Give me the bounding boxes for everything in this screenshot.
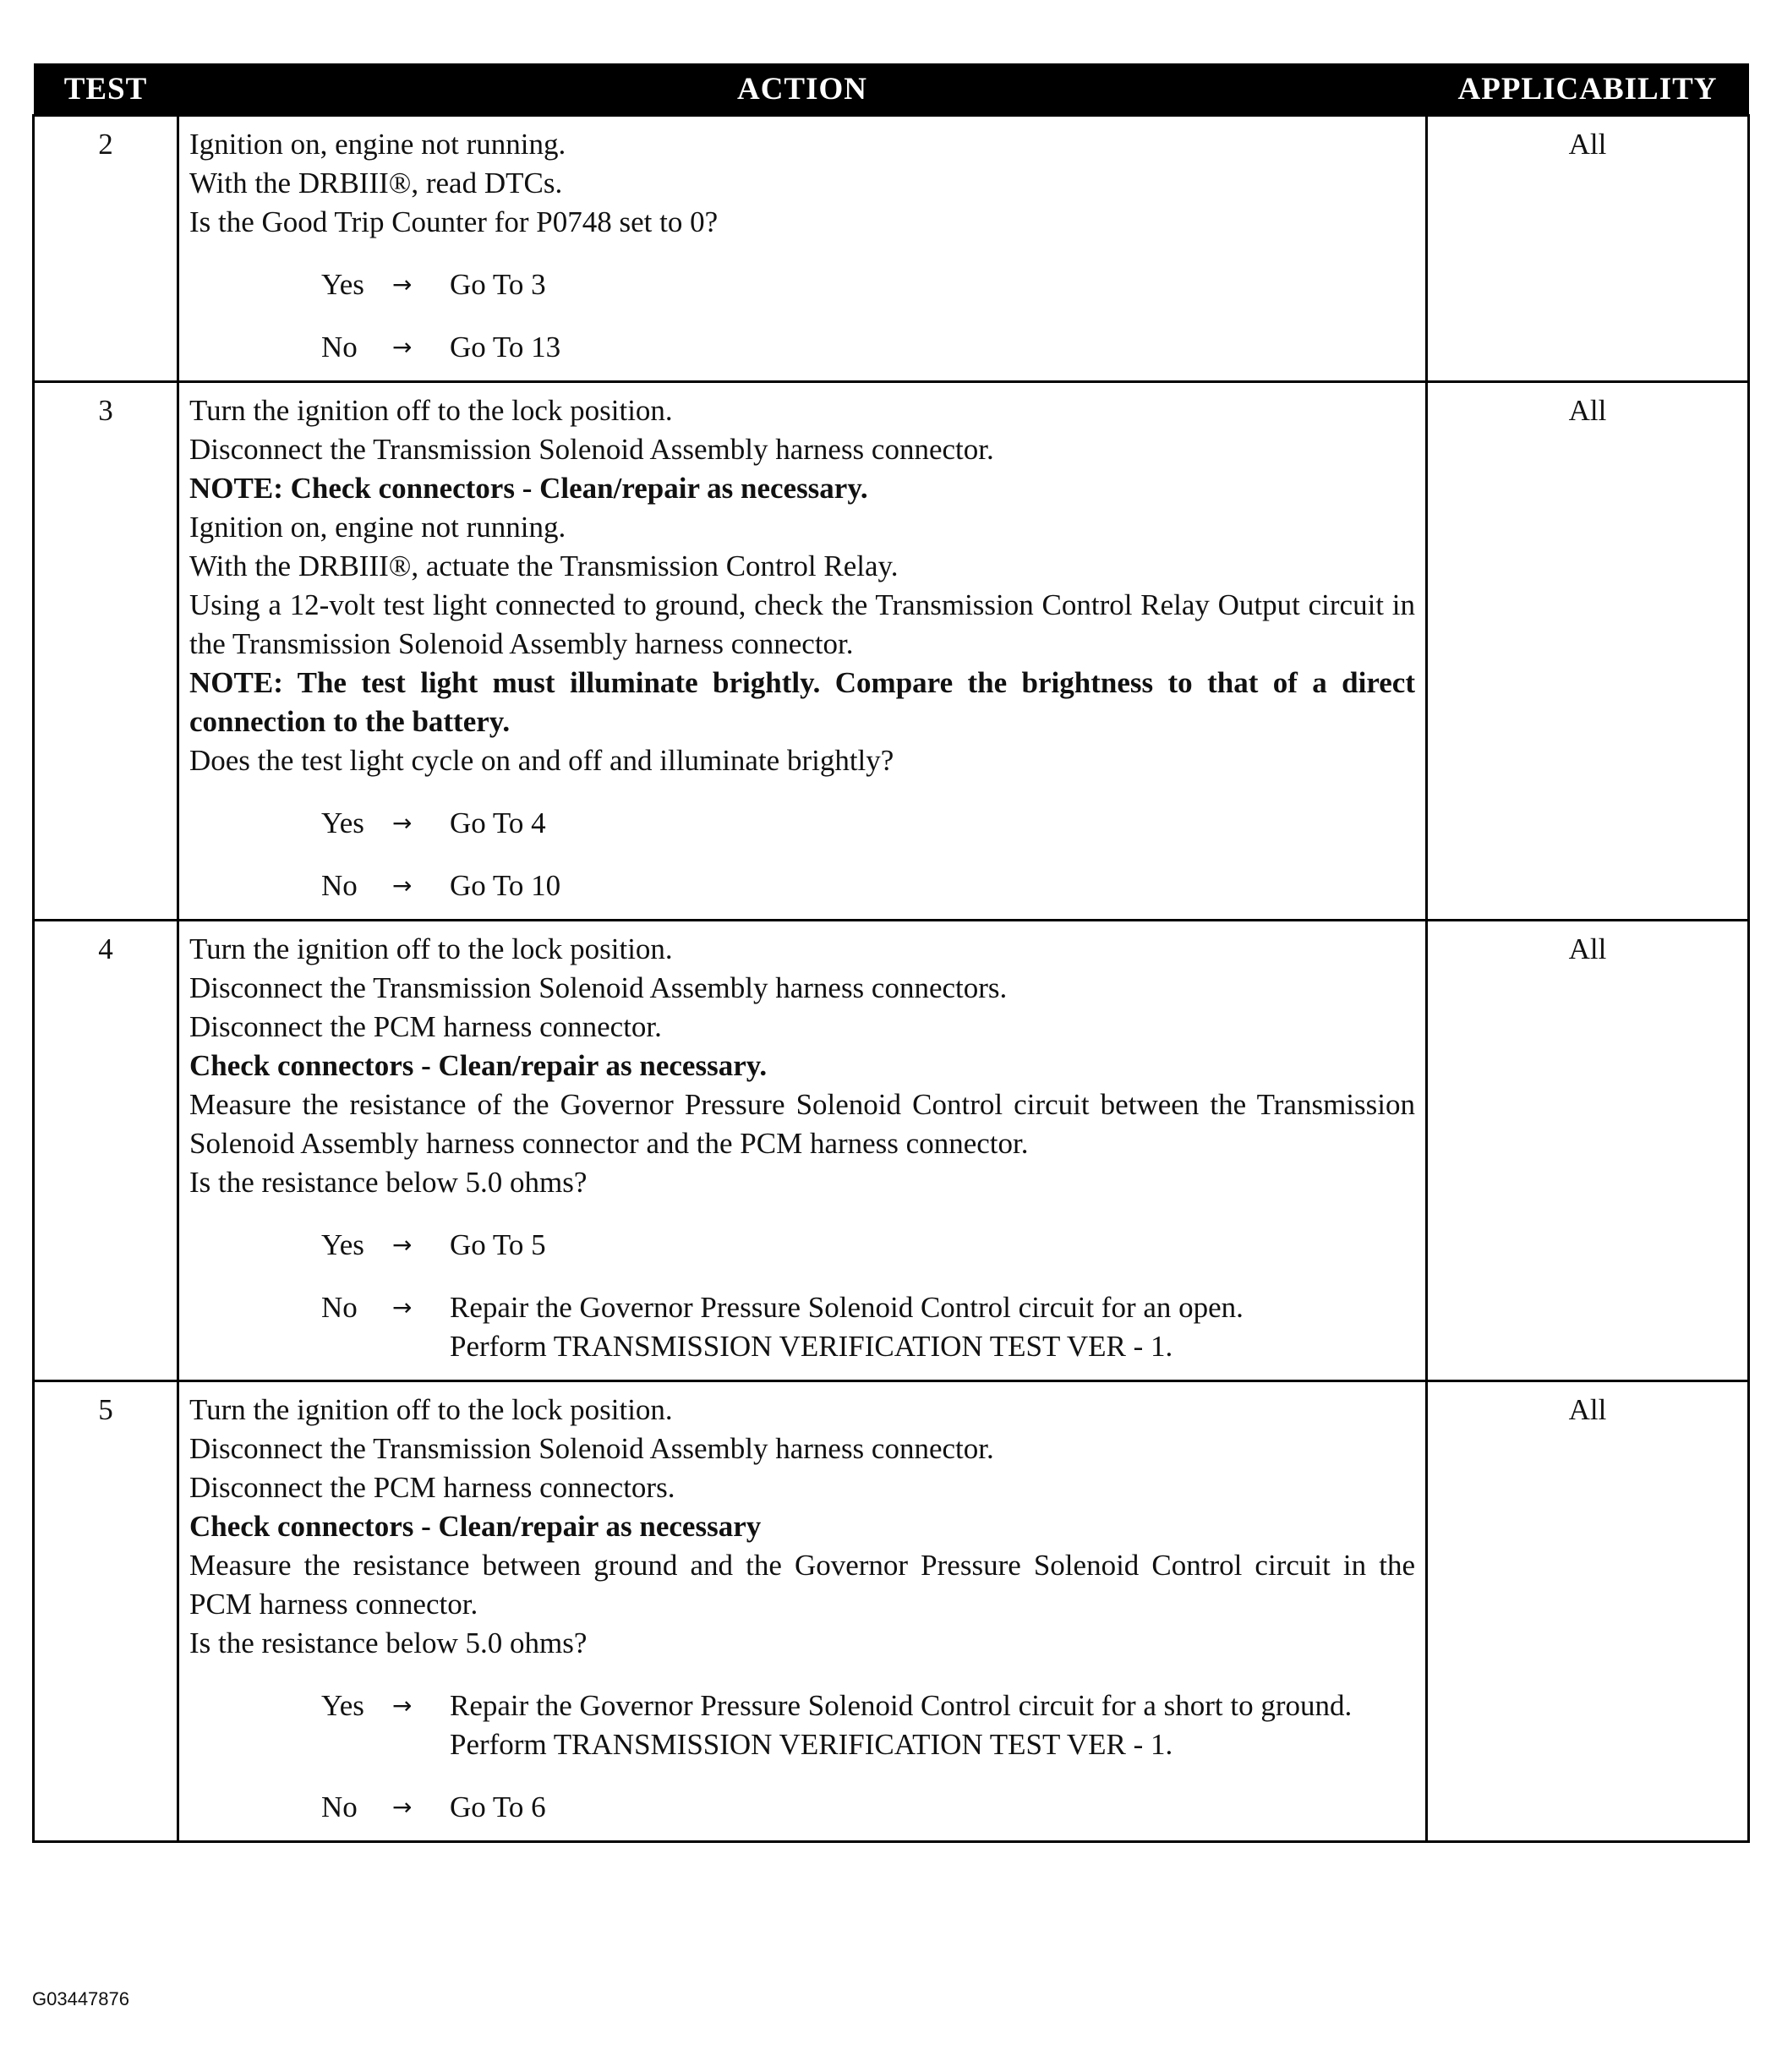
header-action: ACTION <box>178 63 1427 116</box>
instruction-line: Disconnect the Transmission Solenoid Assembly harness connector. <box>189 1432 994 1465</box>
answer-branch <box>321 265 1415 304</box>
right-arrow-icon: → <box>392 271 413 298</box>
result-line: Perform TRANSMISSION VERIFICATION TEST VER - 1. <box>450 1728 1173 1761</box>
test-number: 2 <box>34 116 178 382</box>
answer-result <box>450 1687 1415 1764</box>
answer-label: Yes <box>321 268 364 301</box>
table-row <box>34 1381 1749 1842</box>
test-number: 4 <box>34 921 178 1381</box>
test-number: 5 <box>34 1381 178 1842</box>
instruction-line: Turn the ignition off to the lock position. <box>189 394 673 427</box>
instruction-line: Ignition on, engine not running. <box>189 511 566 544</box>
instruction-line: Does the test light cycle on and off and illuminate brightly? <box>189 744 894 777</box>
note-line: NOTE: Check connectors - Clean/repair as necessary. <box>189 472 868 505</box>
result-line: Repair the Governor Pressure Solenoid Control circuit for a short to ground. <box>450 1689 1353 1722</box>
instruction-line: Is the resistance below 5.0 ohms? <box>189 1166 588 1199</box>
right-arrow-icon: → <box>392 809 413 837</box>
answer-branch <box>321 804 1415 843</box>
test-number: 3 <box>34 382 178 921</box>
answer-label: Yes <box>321 1228 364 1261</box>
answer-branch <box>321 867 1415 905</box>
instruction-line: Measure the resistance of the Governor Pressure Solenoid Control circuit between the Transmission Solenoid Assembly harness connector and the PCM harness connector. <box>189 1088 1415 1160</box>
result-line: Perform TRANSMISSION VERIFICATION TEST VER - 1. <box>450 1330 1173 1363</box>
instruction-line: Ignition on, engine not running. <box>189 128 566 161</box>
result-line: Go To 3 <box>450 268 546 301</box>
instruction-line: Turn the ignition off to the lock position. <box>189 932 673 965</box>
answer-result <box>450 1226 1415 1265</box>
result-line: Go To 10 <box>450 869 561 902</box>
header-test: TEST <box>34 63 178 116</box>
instruction-line: Turn the ignition off to the lock position. <box>189 1393 673 1426</box>
result-line: Go To 5 <box>450 1228 546 1261</box>
note-line: Check connectors - Clean/repair as necessary <box>189 1510 762 1543</box>
action-cell <box>178 921 1427 1381</box>
applicability-value: All <box>1427 1381 1749 1842</box>
answer-label: No <box>321 331 358 364</box>
instruction-line: Disconnect the PCM harness connectors. <box>189 1471 675 1504</box>
note-line: NOTE: The test light must illuminate brightly. Compare the brightness to that of a direct connection to the battery. <box>189 666 1415 738</box>
right-arrow-icon: → <box>392 1293 413 1321</box>
answer-result <box>450 1788 1415 1827</box>
figure-id: G03447876 <box>32 1988 129 2009</box>
instruction-line: Is the resistance below 5.0 ohms? <box>189 1626 588 1659</box>
instruction-line: Using a 12-volt test light connected to ground, check the Transmission Control Relay Output circuit in the Transmission Solenoid Assembly harness connector. <box>189 588 1415 660</box>
answer-label: Yes <box>321 806 364 839</box>
note-line: Check connectors - Clean/repair as necessary. <box>189 1049 768 1082</box>
answer-branch <box>321 1687 1415 1764</box>
right-arrow-icon: → <box>392 1793 413 1821</box>
answer-label: No <box>321 869 358 902</box>
instruction-line: Disconnect the Transmission Solenoid Assembly harness connector. <box>189 433 994 466</box>
answer-result <box>450 867 1415 905</box>
action-cell <box>178 116 1427 382</box>
answer-result <box>450 265 1415 304</box>
result-line: Go To 4 <box>450 806 546 839</box>
answer-result <box>450 804 1415 843</box>
table-row <box>34 382 1749 921</box>
applicability-value: All <box>1427 382 1749 921</box>
result-line: Repair the Governor Pressure Solenoid Control circuit for an open. <box>450 1291 1244 1324</box>
diagnostic-table-container <box>32 63 1747 1843</box>
answer-result <box>450 1288 1415 1366</box>
right-arrow-icon: → <box>392 333 413 361</box>
instruction-line: Is the Good Trip Counter for P0748 set to 0? <box>189 205 719 238</box>
table-row <box>34 116 1749 382</box>
header-applicability: APPLICABILITY <box>1427 63 1749 116</box>
right-arrow-icon: → <box>392 1231 413 1259</box>
result-line: Go To 6 <box>450 1790 546 1823</box>
answer-result <box>450 328 1415 367</box>
table-row <box>34 921 1749 1381</box>
answer-label: Yes <box>321 1689 364 1722</box>
action-cell <box>178 382 1427 921</box>
table-header-row <box>34 63 1749 116</box>
instruction-line: Disconnect the PCM harness connector. <box>189 1010 662 1043</box>
answer-branch <box>321 328 1415 367</box>
action-cell <box>178 1381 1427 1842</box>
instruction-line: Disconnect the Transmission Solenoid Assembly harness connectors. <box>189 971 1008 1004</box>
answer-branch <box>321 1226 1415 1265</box>
instruction-line: With the DRBIII®, read DTCs. <box>189 167 563 200</box>
instruction-line: With the DRBIII®, actuate the Transmission Control Relay. <box>189 549 899 582</box>
table-body <box>34 116 1749 1842</box>
instruction-line: Measure the resistance between ground and the Governor Pressure Solenoid Control circuit in the PCM harness connector. <box>189 1549 1415 1621</box>
right-arrow-icon: → <box>392 872 413 899</box>
applicability-value: All <box>1427 116 1749 382</box>
applicability-value: All <box>1427 921 1749 1381</box>
answer-label: No <box>321 1790 358 1823</box>
answer-label: No <box>321 1291 358 1324</box>
answer-branch <box>321 1788 1415 1827</box>
answer-branch <box>321 1288 1415 1366</box>
right-arrow-icon: → <box>392 1692 413 1719</box>
diagnostic-test-table <box>32 63 1750 1843</box>
result-line: Go To 13 <box>450 331 561 364</box>
